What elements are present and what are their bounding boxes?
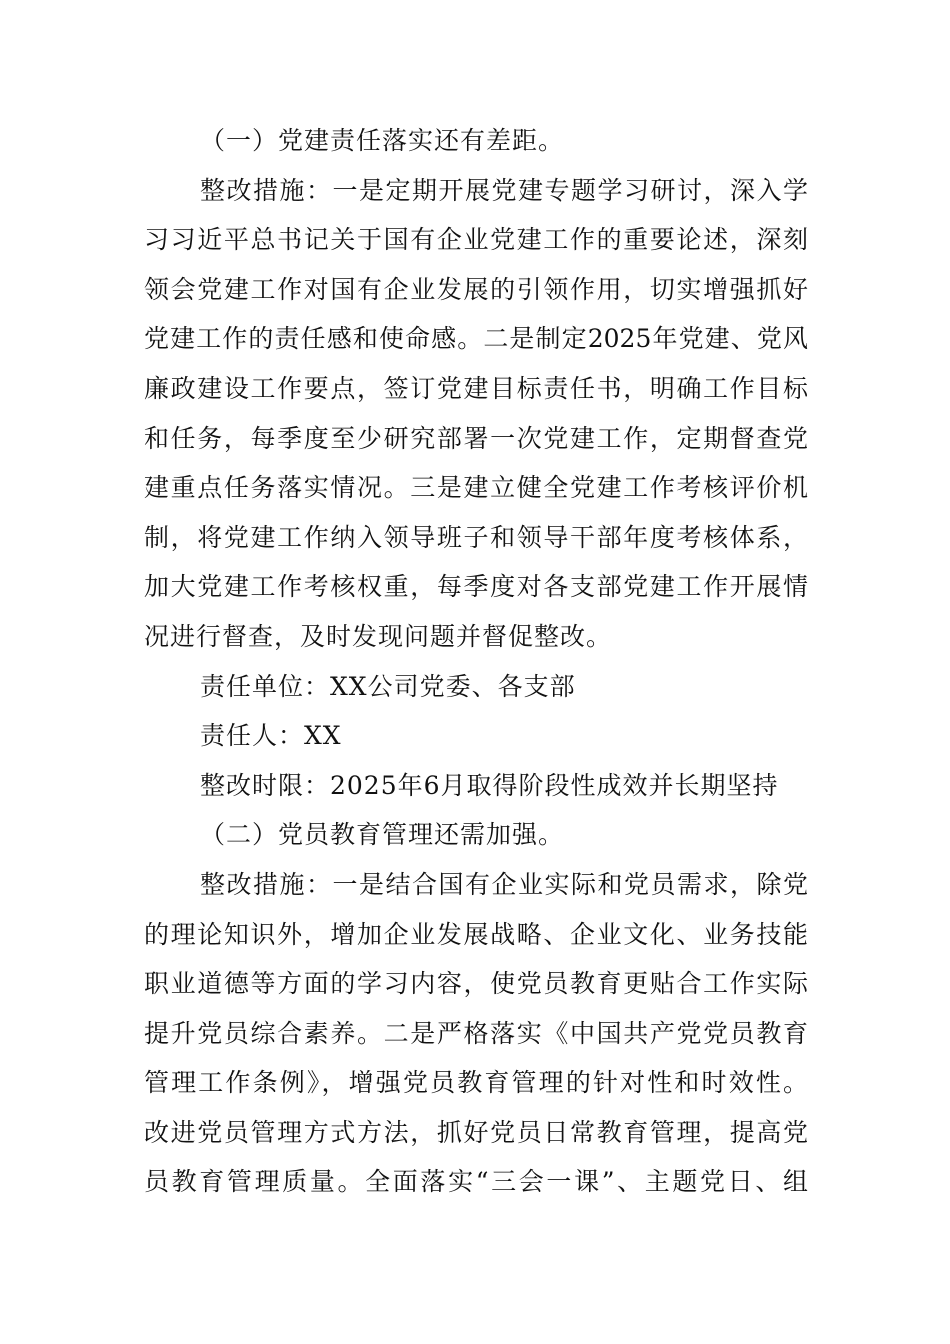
paragraph-line: 领会党建工作对国有企业发展的引领作用，切实增强抓好: [144, 274, 808, 304]
deadline: 整改时限：2025年6月取得阶段性成效并长期坚持: [200, 770, 779, 800]
paragraph-line: 加大党建工作考核权重，每季度对各支部党建工作开展情: [144, 572, 808, 602]
section-1-measures: [144, 166, 808, 662]
paragraph-line: 的理论知识外，增加企业发展战略、企业文化、业务技能: [144, 919, 808, 949]
paragraph-line: 习习近平总书记关于国有企业党建工作的重要论述，深刻: [144, 225, 808, 255]
paragraph-line: 整改措施：一是定期开展党建专题学习研讨，深入学: [200, 175, 808, 205]
paragraph-line: 廉政建设工作要点，签订党建目标责任书，明确工作目标: [144, 373, 808, 403]
document-page: [144, 116, 808, 1207]
paragraph-line: 建重点任务落实情况。三是建立健全党建工作考核评价机: [144, 473, 808, 503]
paragraph-line: 党建工作的责任感和使命感。二是制定2025年党建、党风: [144, 324, 808, 354]
paragraph-line: 员教育管理质量。全面落实“三会一课”、主题党日、组: [144, 1167, 808, 1197]
paragraph-line: 和任务，每季度至少研究部署一次党建工作，定期督查党: [144, 423, 808, 453]
paragraph-line: 整改措施：一是结合国有企业实际和党员需求，除党: [200, 869, 808, 899]
paragraph-line: 提升党员综合素养。二是严格落实《中国共产党党员教育: [144, 1018, 808, 1048]
responsible-person: 责任人：XX: [200, 721, 342, 751]
section-1-heading: （一）党建责任落实还有差距。: [200, 126, 565, 155]
section-2-measures: [144, 860, 808, 1207]
paragraph-line: 改进党员管理方式方法，抓好党员日常教育管理，提高党: [144, 1117, 808, 1147]
paragraph-line: 制，将党建工作纳入领导班子和领导干部年度考核体系，: [144, 522, 808, 552]
paragraph-line: 管理工作条例》，增强党员教育管理的针对性和时效性。: [144, 1068, 808, 1098]
section-2-heading: （二）党员教育管理还需加强。: [200, 820, 565, 850]
responsible-unit: 责任单位：XX公司党委、各支部: [200, 671, 576, 701]
paragraph-line: 职业道德等方面的学习内容，使党员教育更贴合工作实际: [144, 969, 808, 999]
paragraph-line: 况进行督查，及时发现问题并督促整改。: [144, 621, 613, 651]
